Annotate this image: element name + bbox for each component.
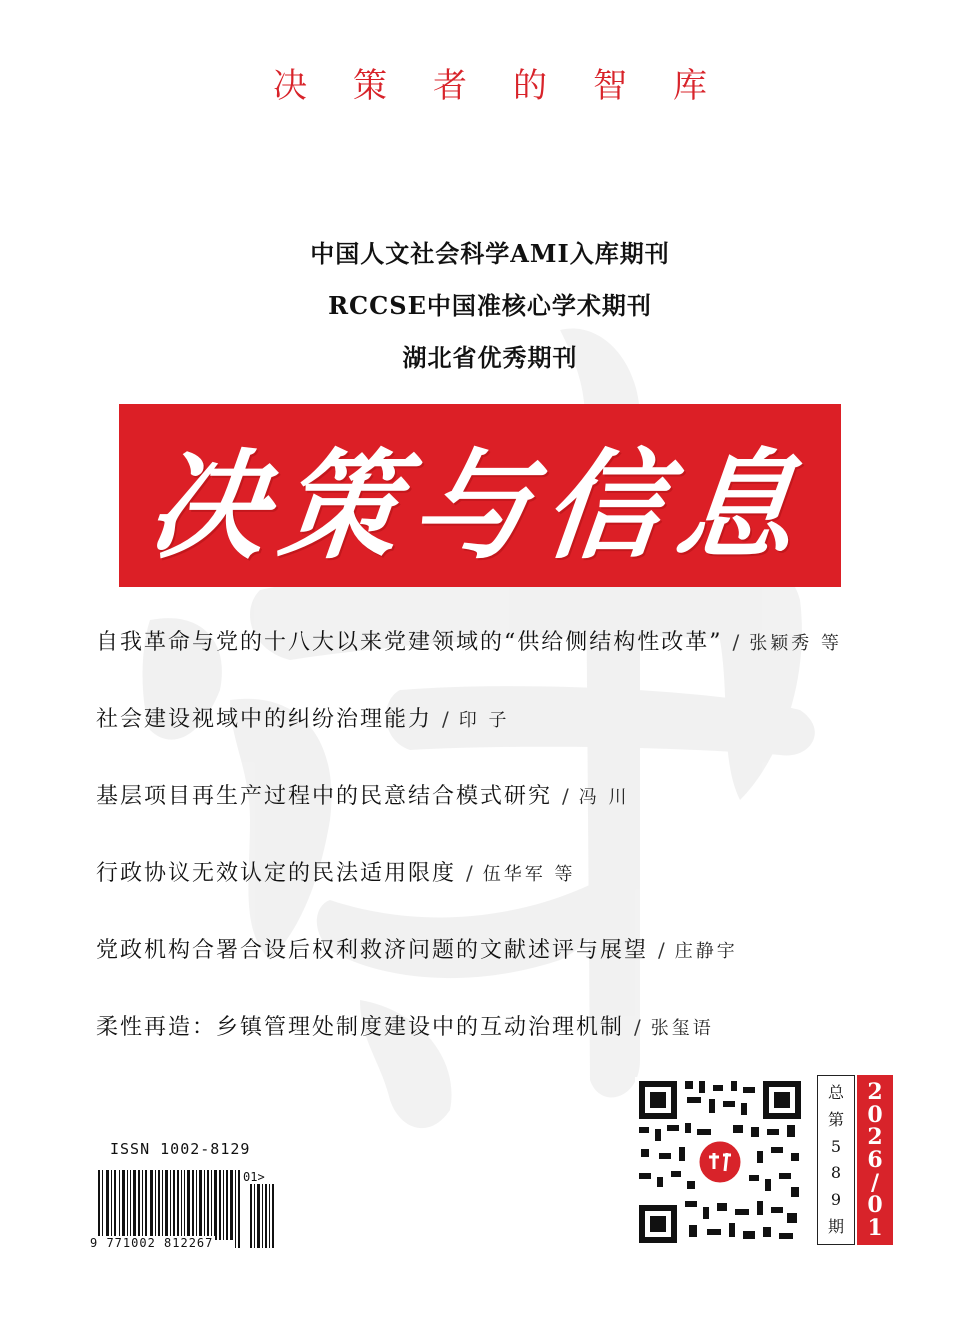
issue-char: 1	[867, 1214, 883, 1241]
article-separator: /	[442, 707, 451, 731]
article-item	[96, 930, 896, 1007]
barcode-addon: 01>	[243, 1170, 265, 1184]
issn-label: ISSN 1002-8129	[110, 1140, 251, 1158]
article-item	[96, 1007, 896, 1084]
issue-char: 2	[867, 1079, 883, 1106]
article-title: 党政机构合署合设后权利救济问题的文献述评与展望	[96, 938, 649, 963]
journal-honors	[0, 228, 980, 384]
issue-char: /	[870, 1169, 880, 1196]
honor-hubei: 湖北省优秀期刊	[402, 343, 578, 372]
masthead-title: 决策与信息	[141, 436, 817, 575]
article-author: 张颖秀 等	[749, 633, 842, 654]
total-issue-char: 总	[827, 1083, 844, 1103]
total-issue-char: 5	[830, 1136, 842, 1156]
total-issue-char: 8	[830, 1163, 842, 1183]
article-item	[96, 853, 896, 930]
article-author: 张玺语	[650, 1018, 714, 1039]
article-title: 柔性再造：乡镇管理处制度建设中的互动治理机制	[96, 1015, 625, 1040]
article-item	[96, 622, 896, 699]
issue-char: 0	[867, 1101, 883, 1128]
article-item	[96, 699, 896, 776]
total-issue-box	[817, 1075, 855, 1245]
article-separator: /	[466, 861, 475, 885]
total-issue-char: 第	[827, 1109, 844, 1129]
masthead-band	[119, 404, 841, 587]
barcode-number: 9 771002 812267	[90, 1236, 214, 1250]
issue-char: 2	[867, 1124, 883, 1151]
article-author: 伍华军 等	[482, 864, 576, 885]
article-separator: /	[658, 938, 667, 962]
article-separator: /	[634, 1015, 643, 1039]
article-title: 自我革命与党的十八大以来党建领域的“供给侧结构性改革”	[96, 630, 723, 655]
honor-rccse: RCCSE中国准核心学术期刊	[328, 291, 652, 320]
issue-number-box	[857, 1075, 893, 1245]
article-separator: /	[562, 784, 571, 808]
total-issue-char: 期	[827, 1216, 844, 1236]
honor-ami: 中国人文社会科学AMI入库期刊	[310, 239, 670, 268]
total-issue-char: 9	[830, 1189, 842, 1209]
article-title: 社会建设视域中的纠纷治理能力	[96, 707, 433, 732]
article-author: 冯 川	[578, 787, 630, 808]
article-item	[96, 776, 896, 853]
issue-char: 0	[867, 1192, 883, 1219]
article-separator: /	[732, 630, 742, 654]
article-title: 基层项目再生产过程中的民意结合模式研究	[96, 784, 553, 809]
article-list	[96, 622, 896, 1084]
slogan: 决策者的智库	[273, 66, 753, 106]
article-author: 印 子	[458, 710, 510, 731]
article-title: 行政协议无效认定的民法适用限度	[96, 861, 457, 886]
article-author: 庄静宇	[674, 941, 738, 962]
issue-char: 6	[867, 1146, 883, 1173]
qr-code-icon	[635, 1077, 805, 1247]
